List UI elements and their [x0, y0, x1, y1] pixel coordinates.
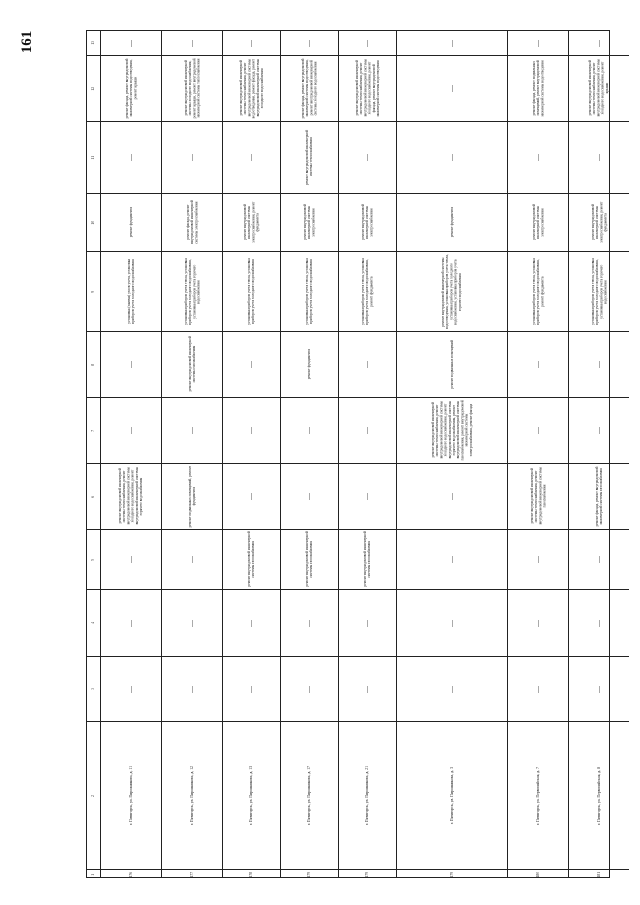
work-cell: ремонт внутридомовой инженерной системы теплоснабжения, ремонт внутридомовой инженерной системы холодного водоснабжения, ремонт крыши: [588, 59, 610, 118]
table-cell: [223, 193, 280, 251]
work-cell: —: [533, 154, 542, 161]
work-cell: ремонт фасада, ремонт подвальных помещений, ремонт внутридомовой инженерной системы водоотведения: [531, 60, 545, 117]
table-cell: [569, 869, 629, 879]
work-cell: ремонт внутридомовой инженерной системы газоснабжения: [363, 531, 372, 588]
column-number: 11: [91, 155, 96, 160]
table-cell: [162, 589, 222, 656]
table-cell: [87, 251, 100, 331]
work-cell: ремонт подвальных помещений: [449, 340, 454, 389]
table-cell: [101, 463, 161, 529]
table-cell: [87, 55, 100, 121]
table-cell: [339, 55, 396, 121]
table-cell: [339, 463, 396, 529]
table-cell: [397, 331, 507, 397]
table-cell: [162, 193, 222, 251]
column-number: 3: [91, 688, 96, 690]
table-cell: [87, 193, 100, 251]
table-cell: [101, 331, 161, 397]
work-cell: установка приборов учета тепла, установка приборов учета холодного водоснабжения, установка приборов учета горячего водоснабжения: [183, 258, 201, 325]
column-number: 8: [91, 363, 96, 366]
table-cell: [162, 55, 222, 121]
work-cell: —: [533, 361, 542, 368]
work-cell: —: [594, 685, 603, 693]
work-cell: ремонт внутридомовой инженерной системы электроснабжения: [303, 204, 316, 241]
table-cell: [223, 397, 280, 463]
table-cell: [101, 869, 161, 879]
work-cell: ремонт внутридомовой инженерной системы газоснабжения: [187, 336, 196, 393]
work-cell: —: [447, 39, 456, 47]
table-cell: [339, 529, 396, 589]
work-cell: —: [126, 427, 135, 434]
work-cell: —: [247, 685, 255, 693]
row-number: 178: [249, 871, 254, 878]
table-cell: [87, 397, 100, 463]
table-cell: [101, 121, 161, 193]
table-cell: [397, 251, 507, 331]
work-cell: —: [447, 685, 456, 693]
table-cell: [162, 31, 222, 55]
row-number: 180: [535, 871, 540, 878]
column-number: 5: [91, 558, 96, 561]
work-cell: —: [247, 493, 255, 500]
table-cell: [281, 869, 338, 879]
work-cell: —: [187, 154, 196, 161]
address-cell: г. Пятигорск, ул. Пирожникова, д. 13: [249, 765, 254, 826]
work-cell: —: [533, 556, 542, 563]
work-cell: ремонт внутридомовой инженерной системы электроснабжения, ремонт фундамента: [590, 202, 608, 243]
row-number: 177: [189, 871, 194, 878]
table-cell: [101, 656, 161, 721]
table-cell: [508, 397, 568, 463]
work-cell: —: [305, 619, 313, 627]
table-cell: [569, 331, 629, 397]
work-cell: —: [187, 619, 196, 627]
work-cell: ремонт внутридомовой инженерной системы теплоснабжения: [305, 129, 314, 186]
work-cell: —: [594, 556, 603, 563]
table-cell: [339, 721, 396, 869]
work-cell: —: [247, 619, 255, 627]
column-number: 2: [91, 794, 96, 797]
row-number: 179: [307, 871, 312, 878]
table-cell: [223, 31, 280, 55]
table-cell: [339, 589, 396, 656]
table-cell: [162, 529, 222, 589]
work-cell: —: [447, 619, 456, 627]
work-cell: ремонт фасада, ремонт внутридомовой инженерной системы водоотведения, ремонт внутридомовой инженерной системы холодного водоснабжения: [301, 58, 318, 119]
table-row: [508, 31, 569, 877]
table-cell: [508, 869, 568, 879]
work-cell: установка приборов учета тепла, установка приборов учета холодного водоснабжения, установка приборов учета горячего водоснабжения: [590, 258, 608, 325]
address-cell: г. Пятигорск, ул. Пирожникова, д. 21: [365, 765, 370, 826]
work-cell: ремонт внутридомовой инженерной системы теплоснабжения, ремонт внутридомовой инженерной системы водоотведения, ремонт фасада, ремонт внутридомовой инженерной системы холодного водоснабжения: [238, 58, 264, 119]
page-number: 161: [18, 30, 35, 54]
table-row: [162, 31, 223, 877]
work-cell: —: [363, 685, 371, 693]
table-cell: [508, 193, 568, 251]
table-cell: [87, 463, 100, 529]
work-cell: —: [447, 493, 456, 500]
table-cell: [101, 721, 161, 869]
work-cell: —: [187, 39, 196, 47]
table-cell: [223, 529, 280, 589]
table-cell: [101, 31, 161, 55]
table-row: [569, 31, 629, 877]
table-cell: [162, 721, 222, 869]
table-cell: [87, 656, 100, 721]
table-cell: [569, 463, 629, 529]
work-cell: —: [594, 427, 603, 434]
address-cell: г. Пятигорск, ул. Пирожникова, д. 11: [128, 766, 133, 825]
table-cell: [339, 397, 396, 463]
table-row: [101, 31, 162, 877]
work-cell: ремонт внутридомовой инженерной системы электроснабжения: [531, 204, 545, 241]
address-cell: г. Пятигорск, ул. Первомайская, д. 8: [596, 766, 601, 825]
table-cell: [162, 869, 222, 879]
table-cell: [223, 331, 280, 397]
work-cell: —: [447, 85, 456, 92]
table-cell: [569, 656, 629, 721]
table-cell: [101, 55, 161, 121]
table-cell: [87, 869, 100, 879]
work-cell: ремонт внутридомовой инженерной системы электроснабжения: [361, 204, 374, 241]
table-row: [397, 31, 508, 877]
table-cell: [508, 251, 568, 331]
table-cell: [339, 331, 396, 397]
work-cell: —: [305, 39, 313, 47]
work-cell: ремонт фасада, ремонт внутридомовой инженерной системы электроснабжения: [185, 200, 199, 245]
table-cell: [397, 31, 507, 55]
table-cell: [397, 529, 507, 589]
work-cell: —: [594, 154, 603, 161]
work-cell: —: [187, 427, 196, 434]
table-cell: [281, 397, 338, 463]
table-cell: [508, 331, 568, 397]
table-cell: [281, 529, 338, 589]
work-cell: ремонт внутридомовой инженерной системы газоснабжения: [305, 531, 314, 588]
work-cell: —: [305, 493, 313, 500]
table-cell: [508, 589, 568, 656]
table-cell: [569, 121, 629, 193]
table-cell: [339, 31, 396, 55]
table-cell: [101, 529, 161, 589]
table-cell: [281, 656, 338, 721]
work-cell: —: [533, 39, 542, 47]
table-cell: [569, 55, 629, 121]
work-cell: установка (замена) узлов учета, установка приборов учета холодного водоснабжения: [126, 259, 135, 324]
work-cell: —: [126, 556, 135, 563]
table-cell: [281, 251, 338, 331]
table-cell: [281, 55, 338, 121]
table-cell: [281, 463, 338, 529]
work-cell: ремонт фундамента: [128, 207, 133, 238]
work-cell: установка приборов учета тепла, установка приборов учета холодного водоснабжения, ремонт фундамента: [361, 258, 374, 325]
work-cell: —: [126, 685, 135, 693]
table-row: [281, 31, 339, 877]
table-cell: [569, 529, 629, 589]
table-cell: [281, 193, 338, 251]
repair-schedule-table: [86, 30, 610, 878]
table-cell: [508, 31, 568, 55]
work-cell: —: [594, 39, 603, 47]
work-cell: —: [187, 556, 196, 563]
row-number: 181: [596, 871, 601, 878]
work-cell: —: [126, 154, 135, 161]
column-number: 1: [91, 873, 96, 876]
table-cell: [339, 121, 396, 193]
work-cell: ремонт подвальных помещений, ремонт фундамента: [187, 465, 196, 528]
table-cell: [397, 589, 507, 656]
work-cell: —: [126, 619, 135, 627]
table-row: [223, 31, 281, 877]
column-number: 9: [91, 290, 96, 293]
table-cell: [162, 331, 222, 397]
work-cell: ремонт внутридомовой инженерной системы теплоснабжения, ремонт внутридомовой инженерной системы холодного водоснабжения, ремонт внутридомовой инженерной системы горячего водоснабжения, ремонт внутридомовой инженерной системы газоснабжения, ремонт внутридомовой инженерной системы электроснабжения, ремонт фасада: [430, 400, 473, 461]
work-cell: установка приборов учета тепла, установка приборов учета холодного водоснабжения: [247, 258, 256, 325]
work-cell: —: [447, 556, 456, 563]
table-cell: [569, 589, 629, 656]
work-cell: —: [533, 427, 542, 434]
work-cell: —: [305, 685, 313, 693]
table-cell: [397, 869, 507, 879]
table-cell: [397, 656, 507, 721]
table-row: [339, 31, 397, 877]
table-cell: [339, 656, 396, 721]
row-number: 176: [128, 871, 133, 878]
table-cell: [223, 463, 280, 529]
work-cell: ремонт внутридомовой инженерной системы водоотведения, установка приборов учета тепла, установка приборов учета холодного водоснабжения, установка приборов учета горячего водоснабжения: [441, 254, 463, 329]
work-cell: —: [126, 361, 135, 368]
work-cell: —: [447, 154, 456, 161]
address-cell: г. Пятигорск, ул. Пирожникова, д. 17: [307, 765, 312, 826]
table-cell: [162, 656, 222, 721]
table-cell: [87, 589, 100, 656]
table-cell: [397, 193, 507, 251]
work-cell: ремонт фасада, ремонт внутридомовой инженерной системы водоотведения, ремонт крыши: [124, 58, 138, 119]
table-cell: [397, 397, 507, 463]
work-cell: —: [305, 427, 313, 434]
work-cell: ремонт фундамента: [307, 349, 312, 380]
column-number: 10: [91, 220, 96, 225]
table-cell: [508, 529, 568, 589]
table-cell: [162, 463, 222, 529]
table-cell: [569, 31, 629, 55]
row-number: 179: [365, 871, 370, 878]
work-cell: —: [126, 39, 135, 47]
table-cell: [87, 31, 100, 55]
table-cell: [569, 397, 629, 463]
column-number: 7: [91, 429, 96, 432]
work-cell: —: [363, 427, 371, 434]
table-cell: [223, 121, 280, 193]
work-cell: —: [363, 154, 371, 161]
table-cell: [397, 55, 507, 121]
table-cell: [569, 721, 629, 869]
table-cell: [162, 397, 222, 463]
work-cell: —: [363, 361, 371, 368]
table-cell: [223, 869, 280, 879]
table-cell: [162, 251, 222, 331]
work-cell: установка приборов учета тепла, установка приборов учета холодного водоснабжения, ремонт фундамента: [531, 258, 545, 325]
table-cell: [281, 721, 338, 869]
table-cell: [281, 331, 338, 397]
table-cell: [569, 193, 629, 251]
work-cell: —: [363, 619, 371, 627]
work-cell: —: [247, 154, 255, 161]
table-cell: [223, 656, 280, 721]
table-cell: [397, 721, 507, 869]
table-cell: [223, 589, 280, 656]
table-cell: [569, 251, 629, 331]
table-cell: [223, 251, 280, 331]
row-number: 179: [449, 871, 454, 878]
column-number: 6: [91, 495, 96, 498]
table-cell: [101, 193, 161, 251]
table-cell: [223, 721, 280, 869]
work-cell: установка приборов учета тепла, установка приборов учета холодного водоснабжения: [305, 258, 314, 325]
work-cell: —: [533, 619, 542, 627]
table-cell: [281, 121, 338, 193]
table-cell: [397, 463, 507, 529]
table-cell: [397, 121, 507, 193]
table-cell: [281, 31, 338, 55]
table-cell: [101, 397, 161, 463]
address-cell: г. Пятигорск, ул. Пирожникова, д. 3: [449, 766, 454, 825]
work-cell: —: [594, 619, 603, 627]
work-cell: —: [533, 685, 542, 693]
work-cell: ремонт фасада, ремонт внутридомовой инженерной системы газоснабжения: [594, 466, 603, 527]
work-cell: ремонт внутридомовой инженерной системы газоснабжения: [247, 531, 256, 588]
work-cell: —: [363, 493, 371, 500]
work-cell: —: [247, 427, 255, 434]
table-cell: [101, 589, 161, 656]
address-cell: г. Пятигорск, ул. Пирожникова, д. 12: [189, 765, 194, 826]
table-cell: [281, 589, 338, 656]
address-cell: г. Пятигорск, ул. Первомайская, д. 7: [535, 766, 540, 825]
work-cell: —: [247, 361, 255, 368]
work-cell: ремонт фундамента: [449, 207, 454, 238]
table-cell: [87, 331, 100, 397]
column-number: 4: [91, 622, 96, 624]
table-cell: [101, 251, 161, 331]
work-cell: ремонт внутридомовой инженерной системы теплоснабжения, ремонт внутридомовой инженерной системы газоснабжения: [529, 467, 547, 526]
table-cell: [87, 121, 100, 193]
table-cell: [339, 251, 396, 331]
table-cell: [508, 721, 568, 869]
table-cell: [223, 55, 280, 121]
column-number: 12: [91, 86, 96, 91]
table-cell: [87, 529, 100, 589]
table-cell: [162, 121, 222, 193]
work-cell: ремонт внутридомовой инженерной системы теплоснабжения, ремонт внутридомовой инженерной системы холодного водоснабжения, ремонт внутридомовой инженерной системы горячего водоснабжения: [118, 467, 144, 526]
table-cell: [508, 121, 568, 193]
column-number: 13: [91, 41, 96, 45]
work-cell: ремонт внутридомовой инженерной системы теплоснабжения, ремонт внутридомовой инженерной системы холодного водоснабжения, ремонт фасада, ремонт внутридомовой инженерной системы водоотведения: [354, 59, 380, 118]
table-cell: [508, 656, 568, 721]
work-cell: ремонт внутридомовой инженерной системы холодного водоснабжения, ремонт крыши, ремонт внутридомовой инженерной системы теплоснабжения: [183, 58, 201, 119]
work-cell: —: [187, 685, 196, 693]
table-cell: [508, 463, 568, 529]
table-cell: [339, 193, 396, 251]
work-cell: ремонт внутридомовой инженерной системы электроснабжения, ремонт фундамента: [243, 202, 260, 243]
work-cell: —: [247, 39, 255, 47]
column-number-row: [87, 31, 101, 877]
work-cell: —: [594, 361, 603, 368]
work-cell: —: [363, 39, 371, 47]
table-cell: [339, 869, 396, 879]
table-cell: [87, 721, 100, 869]
table-cell: [508, 55, 568, 121]
